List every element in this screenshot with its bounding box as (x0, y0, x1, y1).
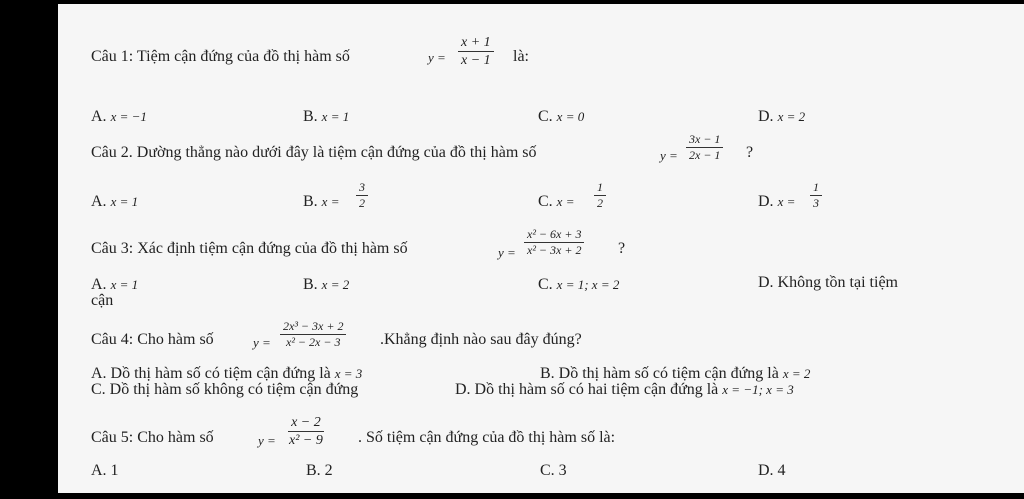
q5-numerator: x − 2 (288, 414, 324, 432)
q4-option-d: D. Dồ thị hàm số có hai tiệm cận đứng là x = −1; x = 3 (455, 381, 794, 398)
q4-option-c: C. Dồ thị hàm số không có tiệm cận đứng (91, 381, 359, 398)
q3-numerator: x² − 6x + 3 (524, 227, 584, 243)
q5-denominator: x² − 9 (289, 433, 323, 448)
q2-text: Câu 2. Dường thẳng nào dưới đây là tiệm cận đứng của đồ thị hàm số (91, 144, 537, 161)
q2-numerator: 3x − 1 (686, 132, 723, 148)
q1-option-a: A. x = −1 (91, 108, 147, 125)
q4-text: Câu 4: Cho hàm số (91, 331, 214, 348)
q4-fraction (280, 319, 346, 350)
q3-option-d-continued: cận (91, 292, 114, 309)
q1-option-d: D. x = 2 (758, 108, 806, 125)
q5-option-a: A. 1 (91, 462, 119, 479)
q5-fraction (286, 414, 326, 449)
q5-option-c: C. 3 (540, 462, 567, 479)
q1-text: Câu 1: Tiệm cận đứng của đồ thị hàm số (91, 48, 350, 65)
q2-fraction (686, 132, 723, 163)
q3-option-c: C. x = 1; x = 2 (538, 276, 620, 293)
q3-y: y = (498, 245, 516, 260)
q2-option-c-fraction: $\frac{1}{2}$ (594, 180, 606, 211)
q3-denominator: x² − 3x + 2 (527, 243, 582, 257)
q1-option-c: C. x = 0 (538, 108, 585, 125)
q1-option-b: B. x = 1 (303, 108, 350, 125)
q2-option-c: C. x = (538, 193, 575, 210)
q2-option-b: B. x = (303, 193, 340, 210)
q1-suffix: là: (513, 48, 529, 65)
q4-text-post: .Khẳng định nào sau đây đúng? (380, 331, 582, 348)
q3-option-b: B. x = 2 (303, 276, 350, 293)
q2-y: y = (660, 148, 678, 163)
q4-option-b: B. Dồ thị hàm số có tiệm cận đứng là x = 2 (540, 365, 811, 382)
q2-option-b-fraction: $\frac{3}{2}$ (356, 180, 368, 211)
worksheet (58, 4, 1024, 493)
q3-text: Câu 3: Xác định tiệm cận đứng của đồ thị hàm số (91, 240, 408, 257)
q2-option-d-fraction: $\frac{1}{3}$ (810, 180, 822, 211)
q4-y: y = (253, 335, 271, 350)
q4-option-a: A. Dồ thị hàm số có tiệm cận đứng là x = 3 (91, 365, 363, 382)
q5-text: Câu 5: Cho hàm số (91, 429, 214, 446)
q5-option-d: D. 4 (758, 462, 786, 479)
q2-suffix: ? (746, 144, 754, 161)
q2-option-d: D. x = (758, 193, 796, 210)
q5-text-post: . Số tiệm cận đứng của đồ thị hàm số là: (358, 429, 616, 446)
q2-denominator: 2x − 1 (689, 148, 721, 162)
q3-option-d: D. Không tồn tại tiệm (758, 274, 898, 291)
q4-numerator: 2x³ − 3x + 2 (280, 319, 346, 335)
q1-numerator: x + 1 (458, 34, 494, 52)
q3-suffix: ? (618, 240, 626, 257)
q3-option-a: A. x = 1 (91, 276, 139, 293)
q1-y: y = (428, 50, 446, 65)
q5-y: y = (258, 433, 276, 448)
q1-fraction (458, 34, 494, 69)
q5-option-b: B. 2 (306, 462, 333, 479)
q2-option-a: A. x = 1 (91, 193, 139, 210)
q1-denominator: x − 1 (461, 53, 491, 68)
q4-denominator: x² − 2x − 3 (286, 335, 341, 349)
q3-fraction (524, 227, 584, 258)
